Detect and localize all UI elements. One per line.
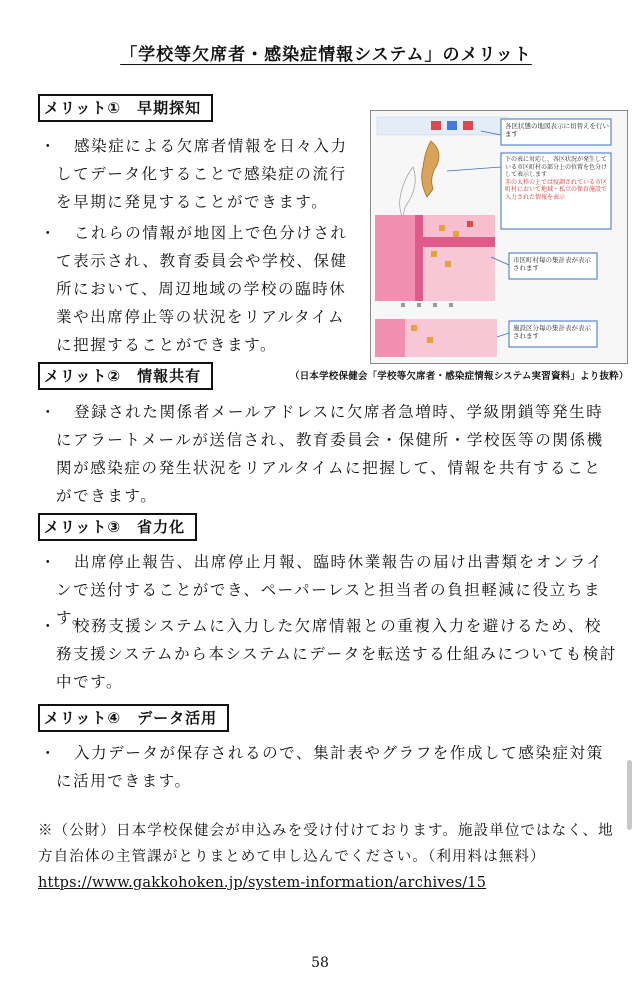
bullet-mark: ・ [40,224,58,242]
page-title: 「学校等欠席者・感染症情報システム」のメリット [120,45,532,65]
bullet-text: 入力データが保存されるので、集計表やグラフを作成して感染症対策に活用できます。 [56,744,604,790]
figure-callout-2 [505,156,609,201]
figure-source-caption: （日本学校保健会「学校等欠席者・感染症情報システム実習資料」より抜粋） [290,371,629,382]
bullet-text: 登録された関係者メールアドレスに欠席者急増時、学級閉鎖等発生時にアラートメールが送信され、教育委員会・保健所・学校医等の関係機関が感染症の発生状況をリアルタイムに把握して、情報を共有することができます。 [56,403,604,505]
system-screenshot-figure [370,110,628,364]
note-text: ※（公財）日本学校保健会が申込みを受け付けております。施設単位ではなく、地方自治体の主管課がとりまとめて申し込んでください。（利用料は無料） [38,823,614,865]
figure-callout-3-text: 赤の太枠の上では疫調されている市区町村において地域・私立の保育施設で入力された情報を表示 [505,178,608,201]
bullet-mark: ・ [40,617,58,635]
section-heading-early-detection: メリット① 早期探知 [38,94,213,122]
bullet-item [40,219,358,359]
section-heading-info-sharing: メリット② 情報共有 [38,362,213,390]
bullet-text: これらの情報が地図上で色分けされて表示され、教育委員会や学校、保健所において、周辺地域の学校の臨時休業や出席停止等の状況をリアルタイムに把握することができます。 [56,224,348,354]
figure-callout-1: 各区状態の地図表示に切替えを行います [505,122,609,138]
system-info-link[interactable]: https://www.gakkohoken.jp/system-information/archives/15 [38,875,487,891]
figure-callout-5: 施設区分毎の集計表が表示されます [513,324,591,340]
bullet-item [40,132,358,216]
section-heading-labor-saving: メリット③ 省力化 [38,513,197,541]
bullet-text: 出席停止報告、出席停止月報、臨時休業報告の届け出書類をオンラインで送付することができ、ペーパーレスと担当者の負担軽減に役立ちます。 [56,553,604,627]
figure-callout-2-text: 下の表に対応し、各区状況が発生している市区町村の部分上の位置を色分けして表示します [505,156,608,178]
application-note [38,818,614,896]
bullet-mark: ・ [40,403,58,421]
section-heading-data-utilization: メリット④ データ活用 [38,704,229,732]
bullet-text: 校務支援システムに入力した欠席情報との重複入力を避けるため、校務支援システムから本システムにデータを転送する仕組みについても検討中です。 [56,617,617,691]
bullet-mark: ・ [40,744,58,762]
bullet-item [40,612,618,696]
figure-callout-4: 市区町村毎の集計表が表示されます [513,256,591,272]
bullet-mark: ・ [40,553,58,571]
bullet-text: 感染症による欠席者情報を日々入力してデータ化することで感染症の流行を早期に発見することができます。 [56,137,348,211]
page-number: 58 [311,955,329,971]
scrollbar-thumb[interactable] [627,760,632,830]
bullet-mark: ・ [40,137,58,155]
bullet-item [40,398,618,510]
bullet-item [40,739,618,795]
